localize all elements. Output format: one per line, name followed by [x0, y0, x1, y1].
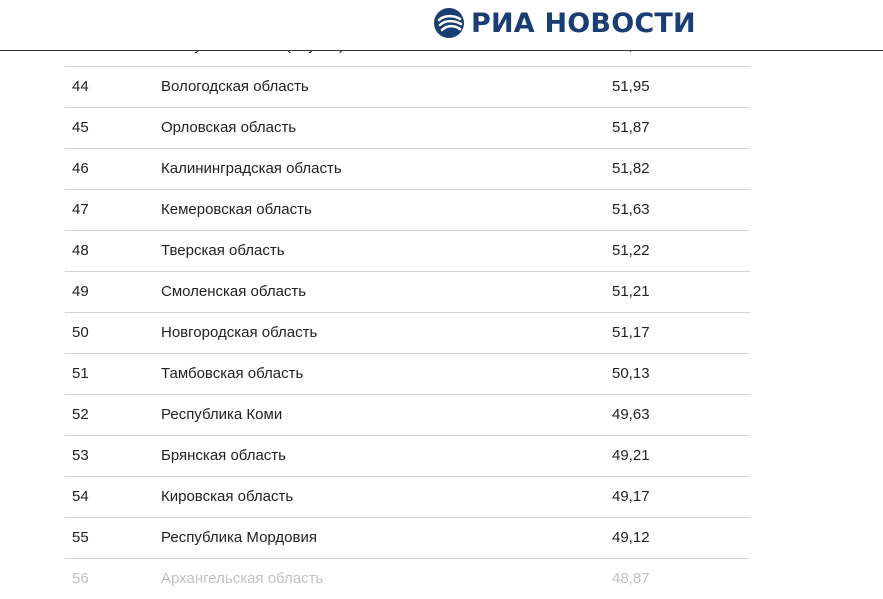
- rank-cell: 45: [72, 119, 89, 136]
- region-cell: Архангельская область: [161, 570, 324, 587]
- region-cell: Брянская область: [161, 447, 286, 464]
- site-header: [0, 0, 883, 51]
- value-cell: 50,13: [612, 365, 650, 382]
- table-row: [65, 518, 750, 559]
- region-cell: Республика Мордовия: [161, 529, 317, 546]
- rank-cell: 47: [72, 201, 89, 218]
- region-cell: Вологодская область: [161, 78, 309, 95]
- table-row: [65, 231, 750, 272]
- rank-cell: 46: [72, 160, 89, 177]
- rank-cell: 55: [72, 529, 89, 546]
- rank-cell: 56: [72, 570, 89, 587]
- value-cell: 48,87: [612, 570, 650, 587]
- region-cell: Республика Коми: [161, 406, 283, 423]
- rank-cell: 53: [72, 447, 89, 464]
- ria-logo[interactable]: [433, 5, 696, 41]
- region-cell: Кемеровская область: [161, 201, 312, 218]
- rank-cell: 50: [72, 324, 89, 341]
- ria-emblem-icon: [433, 7, 465, 39]
- table-row: [65, 272, 750, 313]
- brand-name: РИА НОВОСТИ: [471, 7, 696, 39]
- region-cell: Тверская область: [161, 242, 285, 259]
- rank-cell: 49: [72, 283, 89, 300]
- rank-cell: 51: [72, 365, 89, 382]
- value-cell: 51,87: [612, 119, 650, 136]
- region-cell: Тамбовская область: [161, 365, 304, 382]
- table-row: [65, 477, 750, 518]
- table-row: [65, 559, 750, 599]
- ranking-table: [65, 26, 750, 599]
- table-row: [65, 67, 750, 108]
- table-row: [65, 436, 750, 477]
- rank-cell: 52: [72, 406, 89, 423]
- region-cell: Смоленская область: [161, 283, 307, 300]
- value-cell: 51,22: [612, 242, 650, 259]
- table-row: [65, 190, 750, 231]
- region-cell: Кировская область: [161, 488, 294, 505]
- rank-cell: 44: [72, 78, 89, 95]
- table-row: [65, 313, 750, 354]
- region-cell: Новгородская область: [161, 324, 318, 341]
- value-cell: 49,17: [612, 488, 650, 505]
- rank-cell: 48: [72, 242, 89, 259]
- value-cell: 51,82: [612, 160, 650, 177]
- table-row: [65, 108, 750, 149]
- region-cell: Орловская область: [161, 119, 297, 136]
- value-cell: 51,17: [612, 324, 650, 341]
- value-cell: 49,63: [612, 406, 650, 423]
- table-row: [65, 354, 750, 395]
- value-cell: 51,21: [612, 283, 650, 300]
- region-cell: Калининградская область: [161, 160, 342, 177]
- rank-cell: 54: [72, 488, 89, 505]
- table-row: [65, 395, 750, 436]
- value-cell: 49,12: [612, 529, 650, 546]
- value-cell: 49,21: [612, 447, 650, 464]
- value-cell: 51,63: [612, 201, 650, 218]
- value-cell: 51,95: [612, 78, 650, 95]
- table-row: [65, 149, 750, 190]
